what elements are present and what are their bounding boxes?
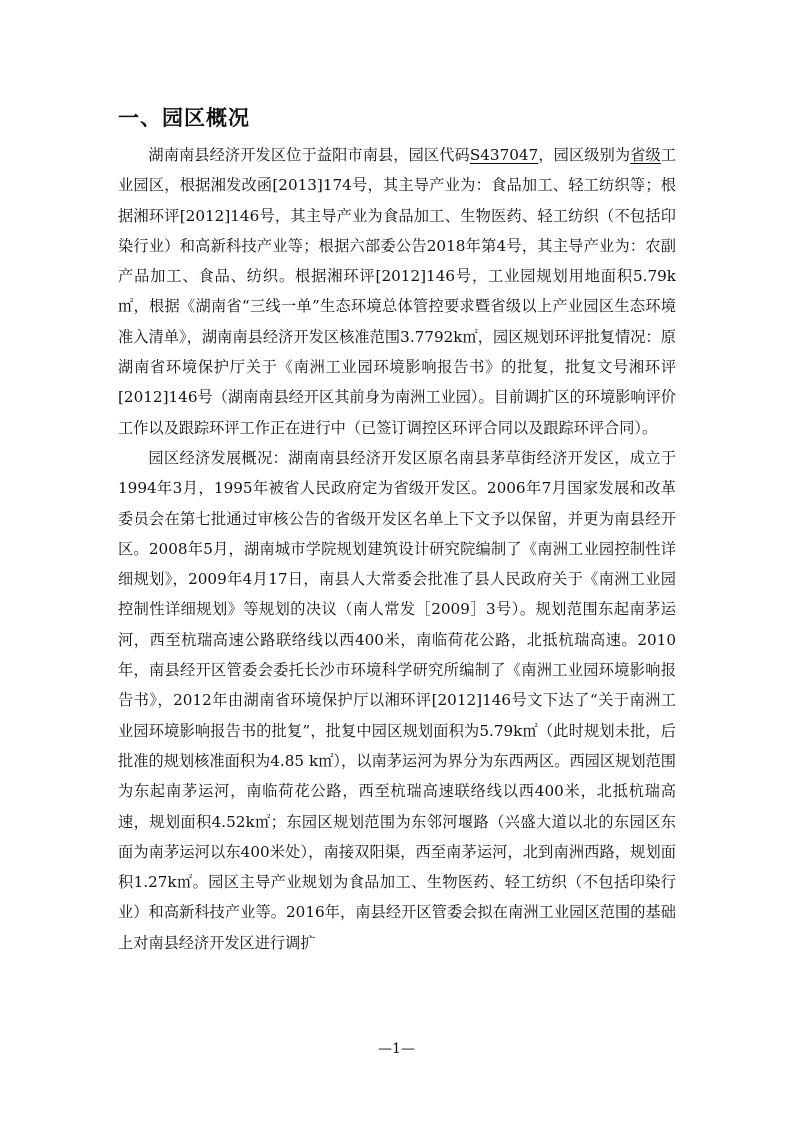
section-heading: 一、园区概况 [118,106,250,130]
park-code: S437047 [469,146,539,164]
p1-text-b: ，园区级别为 [538,146,631,164]
paragraph-park-overview [118,140,676,443]
page-number: —1— [378,1041,415,1057]
paragraph-economic-development: 园区经济发展概况：湖南南县经济开发区原名南县茅草街经济开发区，成立于1994年3月，1995年被省人民政府定为省级开发区。2006年7月国家发展和改革委员会在第七批通过审核公告的省级开发区名单上下文予以保留，并更为南县经开区。2008年5月，湖南城市学院规划建筑设计研究院编制了《南洲工业园控制性详细规划》，2009年4月17日，南县人大常委会批准了县人民政府关于《南洲工业园控制性详细规划》等规划的决议（南人常发［2009］3号）。规划范围东起南茅运河，西至杭瑞高速公路联络线以西400米，南临荷花公路，北抵杭瑞高速。2010年，南县经开区管委会委托长沙市环境科学研究所编制了《南洲工业园环境影响报告书》，2012年由湖南省环境保护厅以湘环评[2012]146号文下达了“关于南洲工业园环境影响报告书的批复”，批复中园区规划面积为5.79k㎡（此时规划未批，后批准的规划核准面积为4.85 k㎡），以南茅运河为界分为东西两区。西园区规划范围为东起南茅运河，南临荷花公路，西至杭瑞高速联络线以西400米，北抵杭瑞高速，规划面积4.52k㎡；东园区规划范围为东邻河堰路（兴盛大道以北的东园区东面为南茅运河以东400米处），南接双阳渠，西至南茅运河，北到南洲西路，规划面积1.27k㎡。园区主导产业规划为食品加工、生物医药、轻工纺织（不包括印染行业）和高新科技产业等。2016年，南县经开区管委会拟在南洲工业园区范围的基础上对南县经济开发区进行调扩 [118,448,676,952]
p1-text-a: 湖南南县经济开发区位于益阳市南县，园区代码 [148,146,470,164]
park-level: 省级 [630,146,661,164]
body-text [118,140,676,958]
p1-text-c: 工业园区，根据湘发改函[2013]174号，其主导产业为：食品加工、轻工纺织等；根据湘环评[2012]146号，其主导产业为食品加工、生物医药、轻工纺织（不包括印染行业）和高新科技产业等；根据六部委公告2018年第4号，其主导产业为：农副产品加工、食品、纺织。根据湘环评[2012]146号，工业园规划用地面积5.79k㎡，根据《湖南省“三线一单”生态环境总体管控要求暨省级以上产业园区生态环境准入清单》，湖南南县经济开发区核准范围3.7792k㎡，园区规划环评批复情况：原湖南省环境保护厅关于《南洲工业园环境影响报告书》的批复，批复文号湘环评[2012]146号（湖南南县经开区其前身为南洲工业园）。目前调扩区的环境影响评价工作以及跟踪环评工作正在进行中（已签订调控区环评合同以及跟踪环评合同）。 [118,146,677,437]
